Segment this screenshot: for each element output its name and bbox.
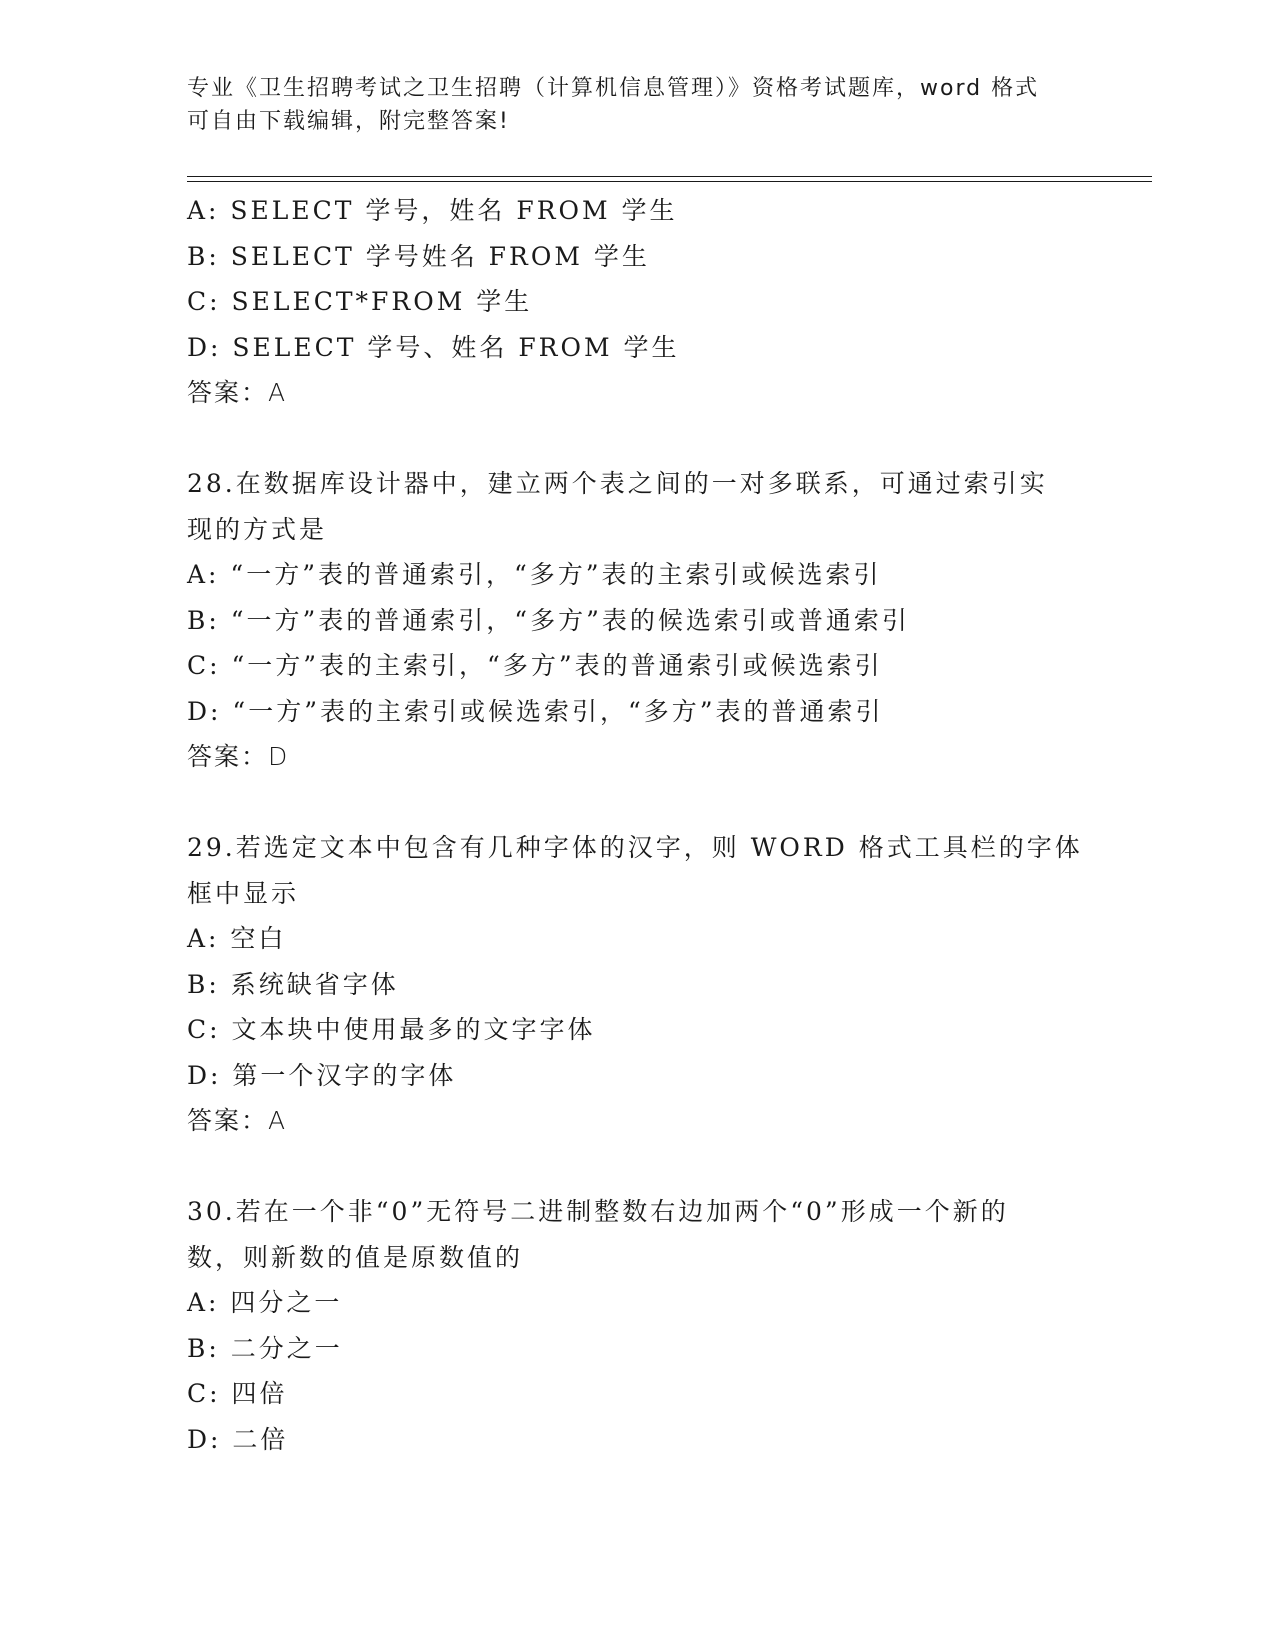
header-line-2: 可自由下载编辑，附完整答案! — [187, 109, 510, 134]
question-28 — [187, 461, 1087, 780]
option-a: A: 四分之一 — [187, 1288, 343, 1317]
answer: 答案：D — [187, 742, 290, 771]
option-a: A: 空白 — [187, 924, 287, 953]
document-header — [187, 72, 1087, 138]
option-c: C: 文本块中使用最多的文字字体 — [187, 1015, 596, 1044]
question-list — [187, 188, 1087, 1462]
header-divider-bottom — [187, 181, 1152, 182]
question-stem: 28.在数据库设计器中，建立两个表之间的一对多联系，可通过索引实 — [187, 469, 1048, 498]
option-c: C: SELECT*FROM 学生 — [187, 287, 533, 316]
spacer — [187, 416, 1087, 462]
option-b: B: “一方”表的普通索引，“多方”表的候选索引或普通索引 — [187, 605, 910, 635]
option-b: B: SELECT 学号姓名 FROM 学生 — [187, 241, 650, 271]
spacer — [187, 1144, 1087, 1190]
option-d: D: SELECT 学号、姓名 FROM 学生 — [187, 332, 680, 362]
question-stem-continued: 现的方式是 — [187, 514, 328, 544]
question-stem-continued: 框中显示 — [187, 878, 300, 908]
header-divider-top — [187, 176, 1152, 177]
option-d: D: 第一个汉字的字体 — [187, 1060, 457, 1090]
question-27 — [187, 188, 1087, 416]
option-d: D: “一方”表的主索引或候选索引，“多方”表的普通索引 — [187, 696, 884, 726]
question-30 — [187, 1189, 1087, 1462]
question-stem: 29.若选定文本中包含有几种字体的汉字，则 WORD 格式工具栏的字体 — [187, 833, 1083, 862]
question-29 — [187, 825, 1087, 1144]
option-c: C: 四倍 — [187, 1379, 288, 1408]
option-c: C: “一方”表的主索引，“多方”表的普通索引或候选索引 — [187, 651, 883, 680]
spacer — [187, 780, 1087, 826]
option-b: B: 二分之一 — [187, 1333, 343, 1363]
question-stem-continued: 数，则新数的值是原数值的 — [187, 1242, 524, 1272]
option-a: A: “一方”表的普通索引，“多方”表的主索引或候选索引 — [187, 560, 882, 589]
answer: 答案：A — [187, 378, 288, 407]
question-stem: 30.若在一个非“0”无符号二进制整数右边加两个“0”形成一个新的 — [187, 1197, 1009, 1226]
option-b: B: 系统缺省字体 — [187, 969, 399, 999]
option-a: A: SELECT 学号，姓名 FROM 学生 — [187, 196, 678, 225]
answer: 答案：A — [187, 1106, 288, 1135]
option-d: D: 二倍 — [187, 1424, 289, 1454]
header-line-1: 专业《卫生招聘考试之卫生招聘（计算机信息管理）》资格考试题库，word 格式 — [187, 76, 1040, 101]
